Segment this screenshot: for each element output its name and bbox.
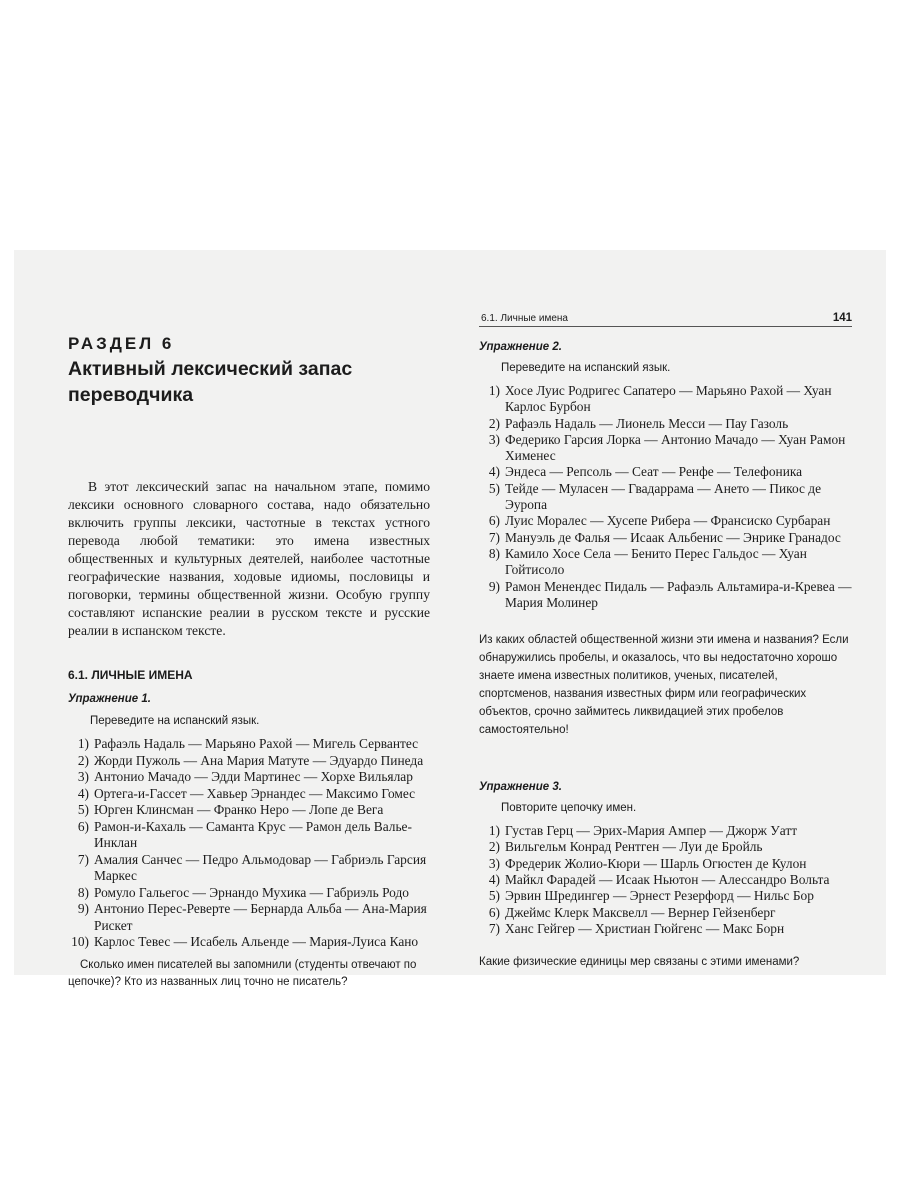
- list-item: [479, 530, 852, 546]
- item-text: Юрген Клинсман — Франко Неро — Лопе де Вега: [94, 802, 384, 817]
- item-number: 8): [77, 884, 89, 900]
- list-item: [68, 852, 430, 885]
- exercise-3-title: Упражнение 3.: [479, 781, 562, 794]
- item-text: Федерико Гарсия Лорка — Антонио Мачадо — Хуан Рамон Хименес: [505, 431, 846, 464]
- item-text: Майкл Фарадей — Исаак Ньютон — Алессандро Вольта: [505, 872, 830, 888]
- item-text: Ортега-и-Гассет — Хавьер Эрнандес — Максимо Гомес: [94, 785, 416, 801]
- list-item: [479, 888, 852, 904]
- item-text: Джеймс Клерк Максвелл — Вернер Гейзенберг: [505, 904, 776, 920]
- exercise-3-instruction: Повторите цепочку имен.: [501, 802, 637, 815]
- list-item: [479, 872, 852, 888]
- item-text: Антонио Перес-Реверте — Бернарда Альба — Ана-Мария Рискет: [94, 901, 427, 933]
- item-text: Ханс Гейгер — Христиан Гюйгенс — Макс Борн: [505, 920, 785, 936]
- list-item: [479, 823, 852, 839]
- item-text: Карлос Тевес — Исабель Альенде — Мария-Луиса Кано: [94, 934, 419, 949]
- exercise-3-question: Какие физические единицы мер связаны с этими именами?: [479, 956, 800, 969]
- item-text: Тейде — Муласен — Гвадаррама — Ането — Пикос де Эуропа: [505, 480, 822, 513]
- item-number: 9): [488, 578, 500, 594]
- item-number: 4): [77, 785, 89, 801]
- item-number: 9): [77, 901, 89, 916]
- item-number: 3): [77, 769, 89, 784]
- item-number: 6): [488, 513, 500, 529]
- item-text: Камило Хосе Села — Бенито Перес Гальдос — Хуан Гойтисоло: [505, 545, 807, 578]
- item-number: 7): [77, 851, 89, 867]
- list-item: [479, 856, 852, 872]
- item-number: 4): [488, 464, 500, 480]
- item-text: Жорди Пужоль — Ана Мария Матуте — Эдуардо Пинеда: [94, 752, 424, 768]
- list-item: [68, 934, 430, 951]
- intro-paragraph: В этот лексический запас на начальном этапе, помимо лексики основного словарного состава, надо обязательно включить группы лексики, частотные в текстах устного перевода любой тематики: это имена известных общественных и культурных деятелей, наиболее частотные географические названия, ходовые идиомы, пословицы и поговорки, термины общественной жизни. Особую группу составляют испанские реалии в русском тексте и русские реалии в испанском тексте.: [68, 479, 430, 638]
- item-text: Эндеса — Репсоль — Сеат — Ренфе — Телефоника: [505, 464, 803, 480]
- exercise-2-list: [479, 383, 852, 611]
- item-text: Густав Герц — Эрих-Мария Ампер — Джорж Уатт: [505, 823, 798, 839]
- item-number: 7): [488, 920, 500, 936]
- list-item: [68, 901, 430, 934]
- item-number: 5): [77, 802, 89, 817]
- item-text: Вильгельм Конрад Рентген — Луи де Бройль: [505, 839, 763, 855]
- item-text: Рафаэль Надаль — Лионель Месси — Пау Газоль: [505, 415, 789, 431]
- item-number: 2): [488, 415, 500, 431]
- subsection-heading: 6.1. ЛИЧНЫЕ ИМЕНА: [68, 668, 193, 682]
- exercise-2-title: Упражнение 2.: [479, 341, 562, 353]
- exercise-1-title: Упражнение 1.: [68, 693, 151, 705]
- exercise-1-question: Сколько имен писателей вы запомнили (студенты отвечают по цепочке)? Кто из названных лиц точно не писатель?: [68, 958, 417, 988]
- item-number: 5): [488, 480, 500, 496]
- exercise-1-instruction: Переведите на испанский язык.: [90, 715, 260, 727]
- item-number: 10): [71, 934, 89, 949]
- item-number: 5): [488, 888, 500, 904]
- list-item: [479, 481, 852, 514]
- section-title-line-2: переводчика: [68, 384, 194, 406]
- item-text: Луис Моралес — Хусепе Рибера — Франсиско Сурбаран: [505, 513, 831, 529]
- list-item: [479, 464, 852, 480]
- list-item: [479, 921, 852, 937]
- list-item: [68, 736, 430, 753]
- item-number: 1): [488, 383, 500, 398]
- item-number: 2): [488, 839, 500, 855]
- item-number: 2): [77, 752, 89, 768]
- list-item: [68, 786, 430, 803]
- list-item: [68, 753, 430, 770]
- list-item: [479, 839, 852, 855]
- item-text: Фредерик Жолио-Кюри — Шарль Огюстен де Кулон: [505, 855, 807, 871]
- item-number: 1): [488, 823, 500, 839]
- item-number: 8): [488, 545, 500, 561]
- list-item: [479, 416, 852, 432]
- item-text: Антонио Мачадо — Эдди Мартинес — Хорхе Вильялар: [94, 769, 413, 784]
- section-title-line-1: Активный лексический запас: [68, 358, 353, 380]
- item-number: 4): [488, 872, 500, 888]
- list-item: [479, 905, 852, 921]
- item-text: Ромуло Гальегос — Эрнандо Мухика — Габриэль Родо: [94, 884, 410, 900]
- item-text: Рамон Менендес Пидаль — Рафаэль Альтамира-и-Кревеа — Мария Молинер: [505, 578, 852, 610]
- right-page: [479, 312, 852, 983]
- list-item: [68, 885, 430, 902]
- item-number: 6): [488, 904, 500, 920]
- list-item: [479, 383, 852, 416]
- left-page: [68, 320, 430, 1002]
- section-title: [68, 356, 430, 408]
- item-text: Эрвин Шредингер — Эрнест Резерфорд — Нильс Бор: [505, 888, 814, 904]
- item-number: 3): [488, 855, 500, 871]
- list-item: [68, 802, 430, 819]
- section-label: РАЗДЕЛ 6: [68, 334, 175, 353]
- list-item: [68, 769, 430, 786]
- item-text: Рафаэль Надаль — Марьяно Рахой — Мигель Сервантес: [94, 736, 419, 751]
- list-item: [479, 432, 852, 465]
- item-text: Рамон-и-Кахаль — Саманта Крус — Рамон дель Валье-Инклан: [94, 818, 412, 850]
- item-number: 3): [488, 431, 500, 447]
- list-item: [479, 513, 852, 529]
- item-text: Хосе Луис Родригес Сапатеро — Марьяно Рахой — Хуан Карлос Бурбон: [505, 383, 832, 415]
- item-number: 6): [77, 818, 89, 834]
- exercise-2-instruction: Переведите на испанский язык.: [501, 362, 671, 374]
- item-text: Амалия Санчес — Педро Альмодовар — Габриэль Гарсия Маркес: [94, 851, 427, 883]
- running-head: [479, 312, 852, 327]
- exercise-2-question: Из каких областей общественной жизни эти имена и названия? Если обнаружились пробелы, и оказалось, что вы недостаточно хорошо знаете имена известных политиков, ученых, писателей, спортсменов, названия известных фирм или географических объектов, срочно займитесь ликвидацией этих пробелов самостоятельно!: [479, 634, 849, 737]
- running-head-title: 6.1. Личные имена: [481, 313, 568, 324]
- exercise-3-list: [479, 823, 852, 937]
- item-number: 7): [488, 529, 500, 545]
- item-text: Мануэль де Фалья — Исаак Альбенис — Энрике Гранадос: [505, 529, 841, 545]
- page-number: 141: [832, 312, 852, 324]
- list-item: [479, 579, 852, 612]
- list-item: [479, 546, 852, 579]
- item-number: 1): [77, 736, 89, 751]
- exercise-1-list: [68, 736, 430, 951]
- list-item: [68, 819, 430, 852]
